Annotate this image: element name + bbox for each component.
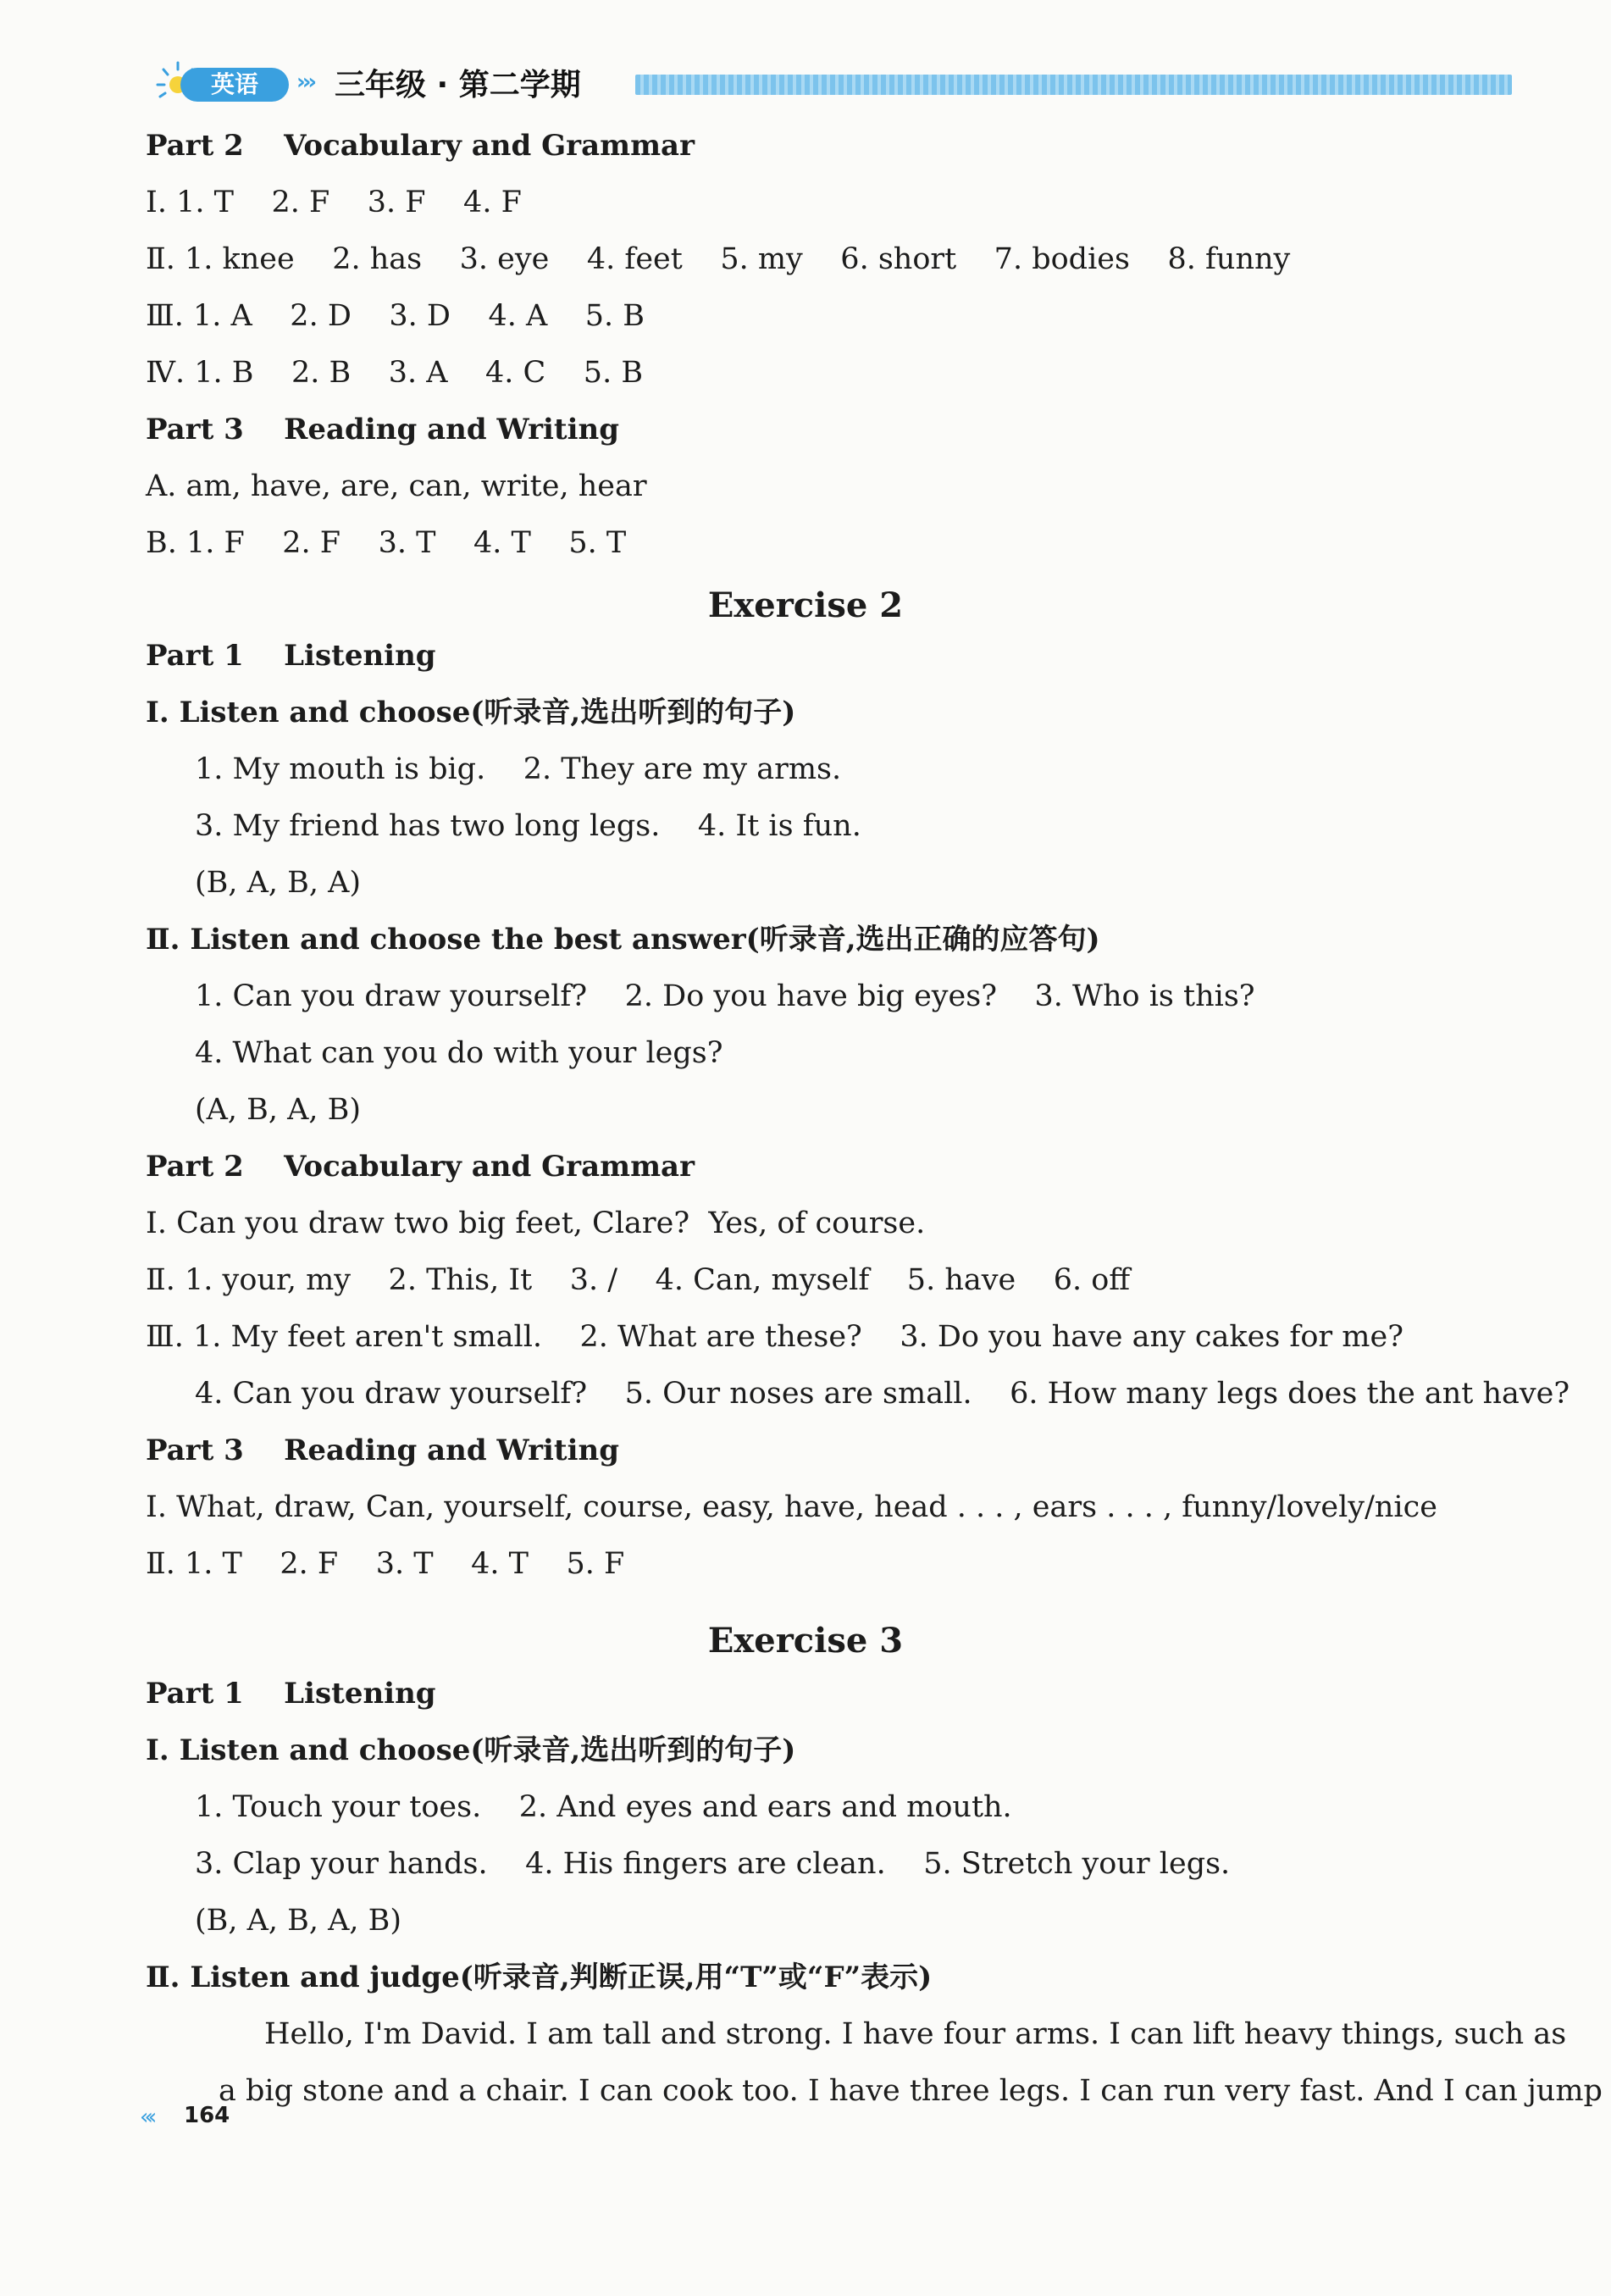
subject-logo <box>155 59 299 105</box>
answer-line: 3. Clap your hands. 4. His fingers are clean. 5. Stretch your legs. <box>195 1847 1231 1881</box>
answer-line: Ⅱ. 1. T 2. F 3. T 4. T 5. F <box>146 1547 625 1581</box>
section-heading: Ⅱ. Listen and judge(听录音,判断正误,用“T”或“F”表示) <box>146 1960 933 1994</box>
answer-line: Ⅱ. 1. your, my 2. This, It 3. / 4. Can, myself 5. have 6. off <box>146 1263 1131 1297</box>
answer-line: Ⅰ. 1. T 2. F 3. F 4. F <box>146 186 522 219</box>
answer-line: A. am, have, are, can, write, hear <box>146 469 647 503</box>
header-decorative-bar <box>635 75 1512 95</box>
answer-line: Ⅱ. 1. knee 2. has 3. eye 4. feet 5. my 6. short 7. bodies 8. funny <box>146 242 1291 276</box>
subject-label: 英语 <box>180 68 289 102</box>
chevron-right-icon: ››› <box>296 69 314 95</box>
answer-line: (B, A, B, A) <box>195 866 362 900</box>
answer-line: 1. Can you draw yourself? 2. Do you have big eyes? 3. Who is this? <box>195 979 1255 1013</box>
answer-line: a big stone and a chair. I can cook too. I have three legs. I can run very fast. And I can jump <box>219 2074 1603 2108</box>
answer-line: Ⅰ. What, draw, Can, yourself, course, easy, have, head . . . , ears . . . , funny/lovely/nice <box>146 1490 1437 1524</box>
section-heading: Part 2 Vocabulary and Grammar <box>146 129 695 163</box>
section-heading: Part 1 Listening <box>146 1677 436 1711</box>
section-heading: Part 3 Reading and Writing <box>146 413 620 446</box>
answer-line: Ⅲ. 1. My feet aren't small. 2. What are these? 3. Do you have any cakes for me? <box>146 1320 1403 1354</box>
exercise-title: Exercise 2 <box>707 585 904 625</box>
exercise-title: Exercise 3 <box>707 1621 904 1661</box>
answer-line: Ⅳ. 1. B 2. B 3. A 4. C 5. B <box>146 356 644 390</box>
section-heading: Part 3 Reading and Writing <box>146 1434 620 1467</box>
answer-line: 1. My mouth is big. 2. They are my arms. <box>195 752 842 786</box>
answer-line: Ⅰ. Can you draw two big feet, Clare? Yes, of course. <box>146 1206 926 1240</box>
answer-line: 3. My friend has two long legs. 4. It is fun. <box>195 809 861 843</box>
page-header <box>140 54 1512 114</box>
section-heading: Part 1 Listening <box>146 639 436 673</box>
section-heading: Part 2 Vocabulary and Grammar <box>146 1150 695 1184</box>
answer-line: B. 1. F 2. F 3. T 4. T 5. T <box>146 526 627 560</box>
answer-line: 1. Touch your toes. 2. And eyes and ears and mouth. <box>195 1790 1012 1824</box>
answer-line: (B, A, B, A, B) <box>195 1904 402 1938</box>
section-heading: Ⅰ. Listen and choose(听录音,选出听到的句子) <box>146 696 796 729</box>
page-footer <box>140 2101 309 2135</box>
answer-line: 4. Can you draw yourself? 5. Our noses are small. 6. How many legs does the ant have? <box>195 1377 1570 1411</box>
page-number: 164 <box>184 2103 230 2128</box>
answer-line: 4. What can you do with your legs? <box>195 1036 723 1070</box>
answer-line: Hello, I'm David. I am tall and strong. I have four arms. I can lift heavy things, such as <box>264 2017 1567 2051</box>
grade-term-title: 三年级 · 第二学期 <box>335 68 581 103</box>
section-heading: Ⅰ. Listen and choose(听录音,选出听到的句子) <box>146 1733 796 1767</box>
double-chevron-left-icon: «‹ <box>140 2105 152 2130</box>
section-heading: Ⅱ. Listen and choose the best answer(听录音,选出正确的应答句) <box>146 923 1100 957</box>
answer-line: (A, B, A, B) <box>195 1093 362 1127</box>
answer-line: Ⅲ. 1. A 2. D 3. D 4. A 5. B <box>146 299 645 333</box>
